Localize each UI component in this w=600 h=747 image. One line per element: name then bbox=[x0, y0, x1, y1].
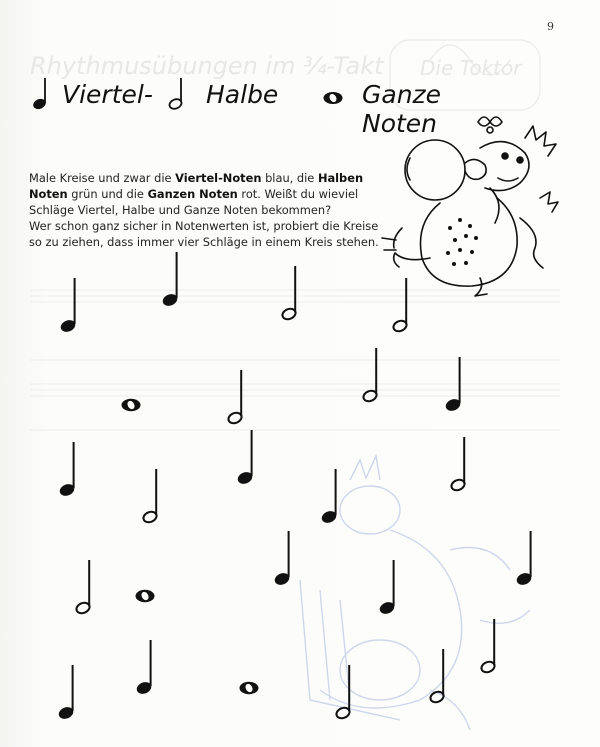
half-note-13 bbox=[450, 437, 466, 492]
half-note-3 bbox=[281, 266, 297, 321]
whole-note-5 bbox=[122, 399, 141, 411]
quarter-note-12 bbox=[320, 469, 338, 525]
quarter-note-9 bbox=[58, 442, 76, 498]
quarter-note-16 bbox=[273, 531, 291, 587]
quarter-note-1 bbox=[59, 278, 77, 334]
instruction-bold-halbe: Halben Noten bbox=[29, 171, 364, 201]
legend-label-viertel: Viertel- bbox=[62, 80, 153, 109]
quarter-note-8 bbox=[444, 357, 462, 413]
whole-note-15 bbox=[136, 590, 155, 602]
quarter-note-19 bbox=[135, 640, 153, 696]
legend-label-halbe: Halbe bbox=[206, 80, 279, 109]
quarter-note-18 bbox=[515, 531, 533, 587]
ghost-heading: Rhythmusübungen im ¾-Takt bbox=[30, 52, 384, 80]
half-note-22 bbox=[429, 649, 445, 704]
quarter-note-11 bbox=[236, 430, 254, 486]
instruction-paragraph-2: Wer schon ganz sicher in Notenwerten ist, probiert die Kreise so zu ziehen, dass immer vier Schläge in einem Kreis stehen. bbox=[29, 219, 379, 249]
quarter-note-2 bbox=[161, 252, 179, 308]
half-note-21 bbox=[335, 665, 351, 720]
whole-note-20 bbox=[240, 682, 259, 694]
half-note-7 bbox=[362, 348, 378, 403]
instruction-text-part: grün und die bbox=[67, 187, 148, 201]
half-note-23 bbox=[480, 619, 496, 674]
instruction-bold-viertel: Viertel-Noten bbox=[175, 171, 262, 185]
page-number: 9 bbox=[547, 20, 554, 33]
instruction-text-part: rot. Weißt du wieviel Schläge Viertel, Halbe und Ganze Noten bekommen? bbox=[29, 187, 359, 217]
quarter-note-17 bbox=[378, 560, 396, 616]
half-note-4 bbox=[392, 278, 408, 333]
instruction-bold-ganze: Ganzen Noten bbox=[147, 187, 238, 201]
legend-label-ganze: Ganze Noten bbox=[362, 80, 442, 138]
half-note-10 bbox=[142, 469, 158, 524]
half-note-6 bbox=[227, 370, 243, 425]
quarter-note-24 bbox=[57, 665, 75, 721]
instruction-text-part: blau, die bbox=[261, 171, 318, 185]
ghost-heading-2: Die Toktor bbox=[420, 56, 522, 80]
half-note-14 bbox=[75, 560, 91, 615]
instruction-text-part: Male Kreise und zwar die bbox=[29, 171, 176, 185]
